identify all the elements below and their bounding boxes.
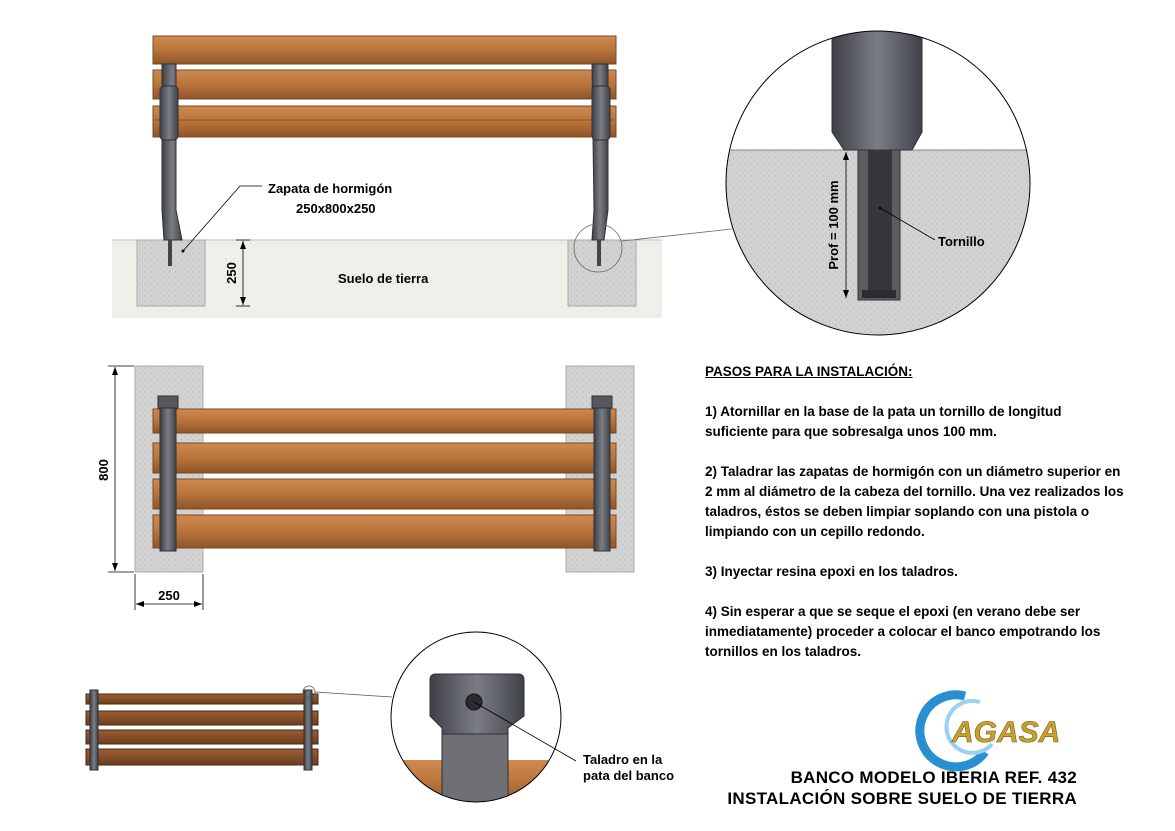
- drill-label-2: pata del banco: [583, 768, 675, 783]
- title-line-2: INSTALACIÓN SOBRE SUELO DE TIERRA: [727, 789, 1077, 808]
- slat-3: [153, 106, 616, 137]
- step-1: 1) Atornillar en la base de la pata un tornillo de longitud suficiente para que sobresalga unos 100 mm.: [705, 404, 1062, 439]
- plan-view: [96, 366, 634, 610]
- step-2: 2) Taladrar las zapatas de hormigón con un diámetro superior en 2 mm al diámetro de la cabeza del tornillo. Una vez realizados los taladros, éstos se deben limpiar soplando con una pistola o limpiando con un cepillo redondo.: [705, 464, 1124, 539]
- concrete-footing-right: [568, 240, 636, 306]
- slat-2: [153, 70, 616, 99]
- depth-dimension: 250: [224, 262, 239, 284]
- drawing-title: [727, 767, 1077, 809]
- agasa-logo: [920, 695, 1060, 767]
- footing-dims-label: 250x800x250: [296, 201, 376, 216]
- steps-heading: PASOS PARA LA INSTALACIÓN:: [705, 364, 913, 379]
- step-3: 3) Inyectar resina epoxi en los taladros.: [705, 564, 958, 579]
- drill-label: Taladro en la: [583, 752, 663, 767]
- side-view: [86, 686, 392, 770]
- elevation-view: [112, 36, 732, 318]
- bolt-detail: [720, 25, 1040, 350]
- soil-label: Suelo de tierra: [338, 271, 429, 286]
- installation-steps: [705, 362, 1125, 682]
- depth-detail-label: Prof = 100 mm: [826, 180, 841, 270]
- drill-detail: [390, 630, 674, 814]
- step-4: 4) Sin esperar a que se seque el epoxi (en verano debe ser inmediatamente) proceder a colocar el banco empotrando los tornillos en los taladros.: [705, 604, 1101, 659]
- title-line-1: BANCO MODELO IBERIA REF. 432: [790, 768, 1077, 787]
- width-dimension: 800: [96, 459, 111, 481]
- bolt-label: Tornillo: [938, 234, 985, 249]
- footing-label: Zapata de hormigón: [268, 181, 393, 196]
- logo-text: AGASA: [952, 716, 1061, 749]
- top-slat: [153, 36, 616, 64]
- plan-dimension: 250: [158, 588, 180, 603]
